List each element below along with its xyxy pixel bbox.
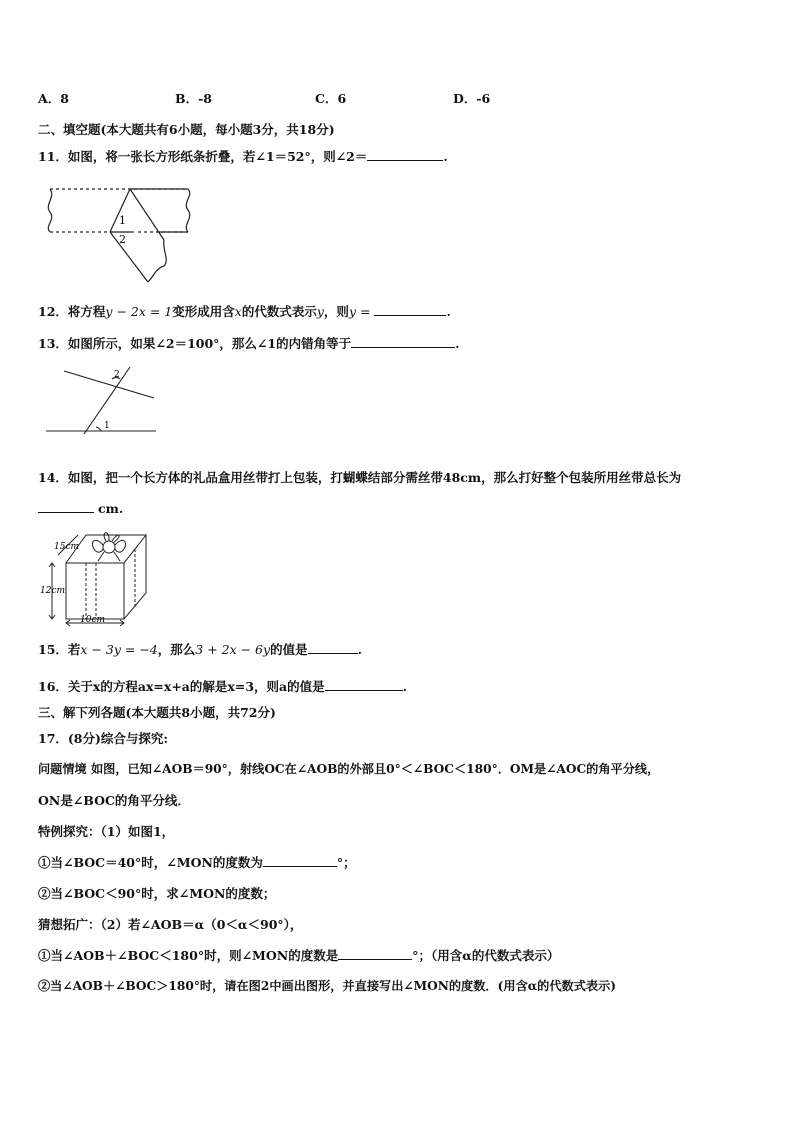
question-16-text: 16．关于x的方程ax=x+a的解是x=3，则a的值是	[38, 679, 325, 694]
question-17-part1a: ①当∠BOC＝40°时，∠MON的度数为 °；	[38, 855, 356, 870]
question-17-title: 17．(8分)综合与探究:	[38, 731, 169, 746]
equation-y-2x: y − 2x = 1	[105, 304, 173, 319]
question-12: 12．将方程y − 2x = 1变形成用含x的代数式表示y，则y = .	[38, 304, 451, 319]
section-heading-fill-blank: 二、填空题(本大题共有6小题，每小题3分，共18分)	[38, 122, 335, 137]
question-15: 15．若x − 3y = −4，那么3 + 2x − 6y的值是 .	[38, 642, 362, 657]
answer-blank-15	[308, 641, 358, 654]
question-11-text: 11．如图，将一张长方形纸条折叠，若∠1＝52°，则∠2＝	[38, 149, 368, 164]
question-17-part1b: ②当∠BOC＜90°时，求∠MON的度数；	[38, 886, 276, 901]
question-17-generalize: 猜想拓广：（2）若∠AOB＝α（0＜α＜90°），	[38, 917, 303, 932]
question-17-context: 问题情境 如图，已知∠AOB＝90°，射线OC在∠AOB的外部且0°＜∠BOC＜180°．OM是∠AOC的角平分线，	[38, 762, 660, 776]
section-heading-solve: 三、解下列各题(本大题共8小题，共72分)	[38, 705, 276, 720]
question-14-text: 14．如图，把一个长方体的礼品盒用丝带打上包装，打蝴蝶结部分需丝带48cm，那么打好整个包装所用丝带总长为	[38, 470, 682, 485]
question-17-part2a: ①当∠AOB＋∠BOC＜180°时，则∠MON的度数是 °；（用含α的代数式表示）	[38, 948, 560, 963]
question-17-special-case: 特例探究：（1）如图1，	[38, 824, 175, 839]
question-13-text: 13．如图所示，如果∠2＝100°，那么∠1的内错角等于	[38, 336, 352, 351]
label-angle-1: 1	[104, 421, 110, 431]
figure-q14-gift-box	[38, 527, 158, 629]
label-length: 10cm	[80, 615, 106, 625]
answer-blank-12	[374, 303, 446, 316]
label-angle-2: 2	[114, 370, 120, 380]
choice-c: C．6	[315, 91, 347, 106]
choice-a: A．8	[38, 91, 69, 106]
answer-blank-14	[38, 500, 94, 513]
equation-x-3y: x − 3y = −4	[80, 642, 158, 657]
figure-q13-parallel-lines	[44, 365, 159, 435]
question-13: 13．如图所示，如果∠2＝100°，那么∠1的内错角等于 .	[38, 336, 460, 351]
question-17-part2b: ②当∠AOB＋∠BOC＞180°时，请在图2中画出图形，并直接写出∠MON的度数．(用含α的代数式表示)	[38, 979, 617, 993]
figure-q11-folded-strip	[38, 180, 208, 290]
question-11: 11．如图，将一张长方形纸条折叠，若∠1＝52°，则∠2＝ .	[38, 149, 448, 164]
expression-3-2x-6y: 3 + 2x − 6y	[195, 642, 271, 657]
label-angle-2: 2	[119, 233, 126, 246]
label-height: 12cm	[40, 586, 66, 596]
question-16: 16．关于x的方程ax=x+a的解是x=3，则a的值是 .	[38, 679, 407, 694]
label-depth: 15cm	[54, 542, 80, 552]
answer-blank-17-2	[338, 947, 412, 960]
answer-blank-16	[325, 678, 403, 691]
answer-blank-13	[351, 335, 455, 348]
choice-d: D．-6	[453, 91, 491, 106]
label-angle-1: 1	[119, 214, 126, 227]
answer-blank-17-1	[263, 854, 337, 867]
question-17-context-2: ON是∠BOC的角平分线．	[38, 793, 190, 808]
answer-blank-11	[367, 148, 443, 161]
choice-b: B．-8	[175, 91, 212, 106]
question-14-line2: cm.	[38, 500, 123, 516]
